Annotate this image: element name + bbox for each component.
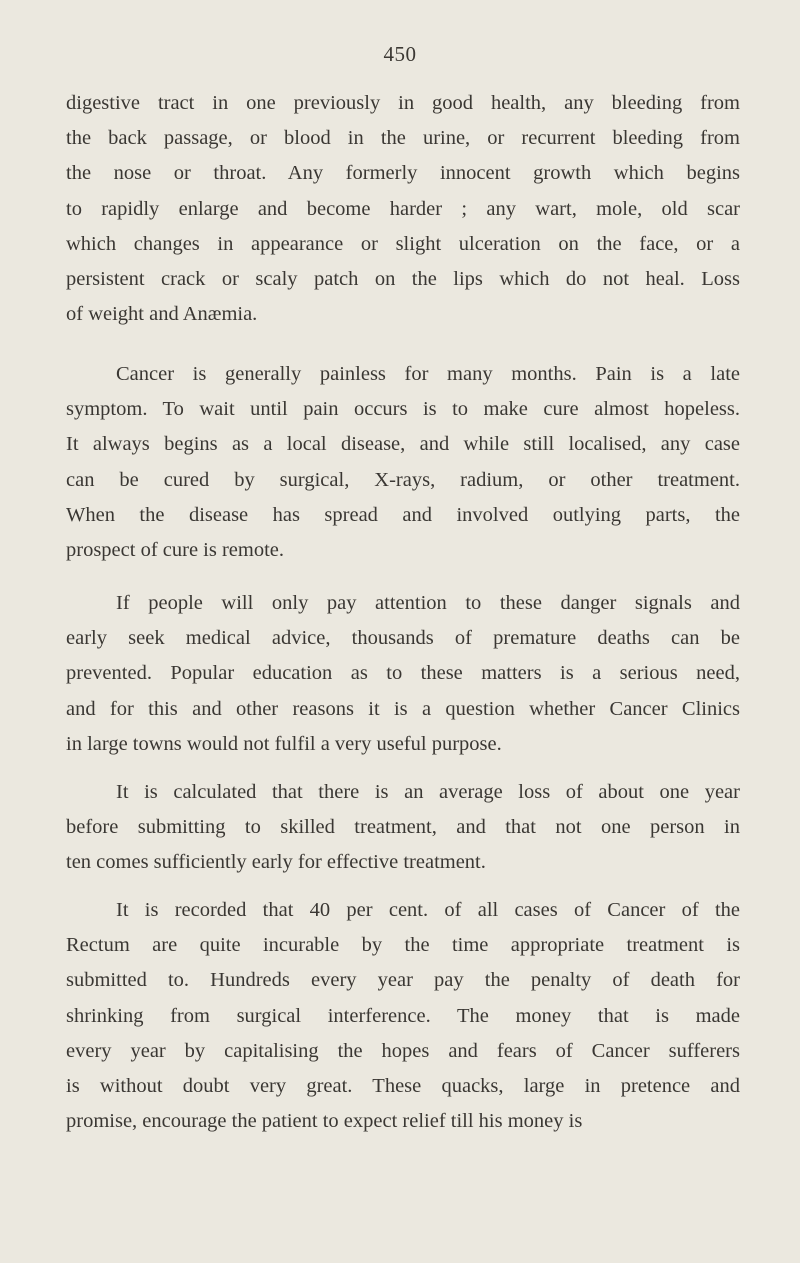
text-line: early seek medical advice, thousands of premature deaths can be <box>66 627 740 650</box>
text-line: prevented. Popular education as to these matters is a serious need, <box>66 662 740 685</box>
body-text <box>66 775 740 911</box>
text-line: which changes in appearance or slight ulceration on the face, or a <box>66 232 740 255</box>
text-line: to rapidly enlarge and become harder ; any wart, mole, old scar <box>66 197 740 220</box>
text-line: promise, encourage the patient to expect relief till his money is <box>66 1110 583 1133</box>
text-line: When the disease has spread and involved outlying parts, the <box>66 503 740 526</box>
text-line: prospect of cure is remote. <box>66 539 285 562</box>
text-line: It always begins as a local disease, and while still localised, any case <box>66 433 740 456</box>
body-text <box>66 893 740 1169</box>
text-line: ten comes sufficiently early for effective treatment. <box>66 851 486 874</box>
paragraph-2 <box>66 357 740 568</box>
text-line: symptom. To wait until pain occurs is to make cure almost hopeless. <box>66 398 740 421</box>
text-line: of weight and Anæmia. <box>66 303 258 326</box>
text-line: Rectum are quite incurable by the time appropriate treatment is <box>66 934 740 957</box>
text-line: in large towns would not fulfil a very useful purpose. <box>66 732 502 755</box>
paragraph-1 <box>66 86 740 332</box>
text-line: If people will only pay attention to these danger signals and <box>116 592 740 614</box>
text-line: the nose or throat. Any formerly innocent growth which begins <box>66 162 740 185</box>
text-line: and for this and other reasons it is a question whether Cancer Clinics <box>66 697 740 720</box>
body-text <box>66 86 740 362</box>
text-line: is without doubt very great. These quacks, large in pretence and <box>66 1075 740 1098</box>
paragraph-5 <box>66 893 740 1139</box>
page-number: 450 <box>383 42 417 66</box>
text-line: before submitting to skilled treatment, and that not one person in <box>66 816 740 839</box>
text-line: can be cured by surgical, X-rays, radium, or other treatment. <box>66 468 740 491</box>
body-text <box>66 586 740 792</box>
text-line: shrinking from surgical interference. The money that is made <box>66 1004 740 1027</box>
text-line: every year by capitalising the hopes and fears of Cancer sufferers <box>66 1039 740 1062</box>
text-line: persistent crack or scaly patch on the lips which do not heal. Loss <box>66 268 740 291</box>
text-line: the back passage, or blood in the urine, or recurrent bleeding from <box>66 127 740 150</box>
text-line: submitted to. Hundreds every year pay the penalty of death for <box>66 969 740 992</box>
text-line: It is recorded that 40 per cent. of all cases of Cancer of the <box>116 899 740 921</box>
text-line: Cancer is generally painless for many months. Pain is a late <box>116 363 740 385</box>
body-text <box>66 357 740 598</box>
text-line: It is calculated that there is an average loss of about one year <box>116 781 740 803</box>
text-line: digestive tract in one previously in good health, any bleeding from <box>66 92 740 114</box>
paragraph-3 <box>66 586 740 762</box>
paragraph-4 <box>66 775 740 881</box>
